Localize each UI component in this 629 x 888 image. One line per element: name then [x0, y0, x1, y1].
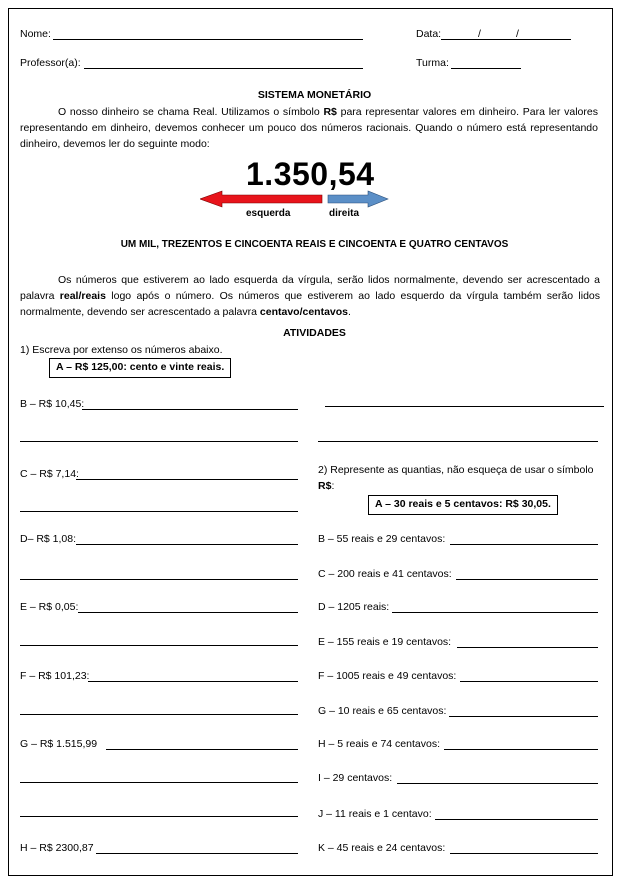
q1-answer-line[interactable]: [76, 544, 298, 545]
q1-answer-line-extra[interactable]: [20, 441, 298, 442]
q2-prompt-symbol-line: [318, 480, 334, 492]
rule-text-start: Os números que estiverem ao lado esquerda da vírgula, serão lidos normalmente, devendo ser acrescentado a palavra: [20, 274, 600, 302]
q1-item-label: B – R$ 10,45:: [20, 398, 85, 410]
q2-item-label: I – 29 centavos:: [318, 772, 393, 784]
q1-item-label: G – R$ 1.515,99: [20, 738, 98, 750]
q1-item-label: C – R$ 7,14:: [20, 468, 79, 480]
q2-item-label: D – 1205 reais:: [318, 601, 390, 613]
date-separator-2: /: [516, 28, 519, 40]
q1-answer-line-extra[interactable]: [20, 645, 298, 646]
right-arrow: [328, 191, 388, 207]
q2-colon: :: [331, 480, 335, 492]
q2-answer-line[interactable]: [392, 612, 598, 613]
q2-item-label: K – 45 reais e 24 centavos:: [318, 842, 446, 854]
q1-answer-line[interactable]: [96, 853, 298, 854]
activities-title: ATIVIDADES: [283, 327, 346, 339]
class-label: Turma:: [416, 57, 449, 69]
q2-item-label: C – 200 reais e 41 centavos:: [318, 568, 452, 580]
q2-answer-line[interactable]: [444, 749, 598, 750]
rule-bold-reais: real/reais: [59, 290, 106, 302]
right-label: direita: [329, 208, 360, 219]
q1-item-label: D– R$ 1,08:: [20, 533, 77, 545]
q1-example: A – R$ 125,00: cento e vinte reais.: [49, 358, 231, 378]
q2-answer-line[interactable]: [397, 783, 598, 784]
q1-answer-line[interactable]: [78, 612, 298, 613]
q2-symbol: R$: [318, 480, 332, 492]
q1-answer-line[interactable]: [76, 479, 298, 480]
q1-answer-line[interactable]: [88, 681, 298, 682]
q2-example: A – 30 reais e 5 centavos: R$ 30,05.: [368, 495, 558, 515]
intro-paragraph: [20, 104, 598, 152]
q1-answer-line[interactable]: [106, 749, 298, 750]
date-field[interactable]: [441, 39, 571, 40]
q2-answer-line[interactable]: [456, 579, 598, 580]
q2-item-label: J – 11 reais e 1 centavo:: [318, 808, 432, 820]
q1-answer-line-extra[interactable]: [20, 816, 298, 817]
q1-answer-line-right-1[interactable]: [325, 406, 604, 407]
q1-answer-line[interactable]: [82, 409, 298, 410]
left-arrow: [200, 191, 322, 207]
rule-paragraph: [20, 272, 600, 320]
q2-item-label: B – 55 reais e 29 centavos:: [318, 533, 446, 545]
intro-symbol: R$: [323, 106, 337, 118]
name-label: Nome:: [20, 28, 51, 40]
teacher-label: Professor(a):: [20, 57, 81, 69]
q2-item-label: H – 5 reais e 74 centavos:: [318, 738, 440, 750]
q1-answer-line-extra[interactable]: [20, 782, 298, 783]
example-number: 1.350,54: [246, 156, 375, 192]
q2-prompt: 2) Represente as quantias, não esqueça de usar o símbolo: [318, 464, 594, 476]
left-label: esquerda: [246, 208, 291, 219]
page-title: SISTEMA MONETÁRIO: [257, 89, 372, 101]
q2-answer-line[interactable]: [450, 853, 598, 854]
rule-text-end: .: [348, 306, 351, 318]
rule-text-mid: logo após o número. Os números que estiverem ao lado esquerdo da vírgula também serão lidos normalmente, devendo ser acrescentado a palavra: [20, 290, 600, 318]
rule-bold-centavos: centavo/centavos: [259, 306, 349, 318]
q1-prompt: 1) Escreva por extenso os números abaixo.: [20, 344, 223, 356]
date-separator-1: /: [478, 28, 481, 40]
q1-answer-line-extra[interactable]: [20, 714, 298, 715]
intro-text-start: O nosso dinheiro se chama Real. Utilizamos o símbolo: [58, 106, 324, 118]
q2-answer-line[interactable]: [460, 681, 598, 682]
q2-item-label: E – 155 reais e 19 centavos:: [318, 636, 452, 648]
q2-answer-line[interactable]: [457, 647, 598, 648]
intro-text-end: para representar valores em dinheiro. Para ler valores representando em dinheiro, devemos conhecer um pouco dos números racionais. Quando o número está representando dinheiro, devemos ler do seguinte modo:: [20, 106, 598, 150]
direction-arrows: [200, 190, 400, 212]
q1-answer-line-extra[interactable]: [20, 511, 298, 512]
q1-item-label: E – R$ 0,05:: [20, 601, 79, 613]
q2-answer-line[interactable]: [450, 544, 598, 545]
q2-answer-line[interactable]: [435, 819, 598, 820]
q2-item-label: F – 1005 reais e 49 centavos:: [318, 670, 457, 682]
q1-item-label: H – R$ 2300,87: [20, 842, 94, 854]
q2-item-label: G – 10 reais e 65 centavos:: [318, 705, 447, 717]
date-label: Data:: [416, 28, 442, 40]
q2-answer-line[interactable]: [449, 716, 598, 717]
class-field[interactable]: [451, 68, 521, 69]
q1-item-label: F – R$ 101,23:: [20, 670, 90, 682]
example-reading: UM MIL, TREZENTOS E CINCOENTA REAIS E CINCOENTA E QUATRO CENTAVOS: [120, 239, 509, 250]
name-field[interactable]: [53, 39, 363, 40]
q1-answer-line-right-2[interactable]: [318, 441, 598, 442]
q1-answer-line-extra[interactable]: [20, 579, 298, 580]
teacher-field[interactable]: [84, 68, 363, 69]
